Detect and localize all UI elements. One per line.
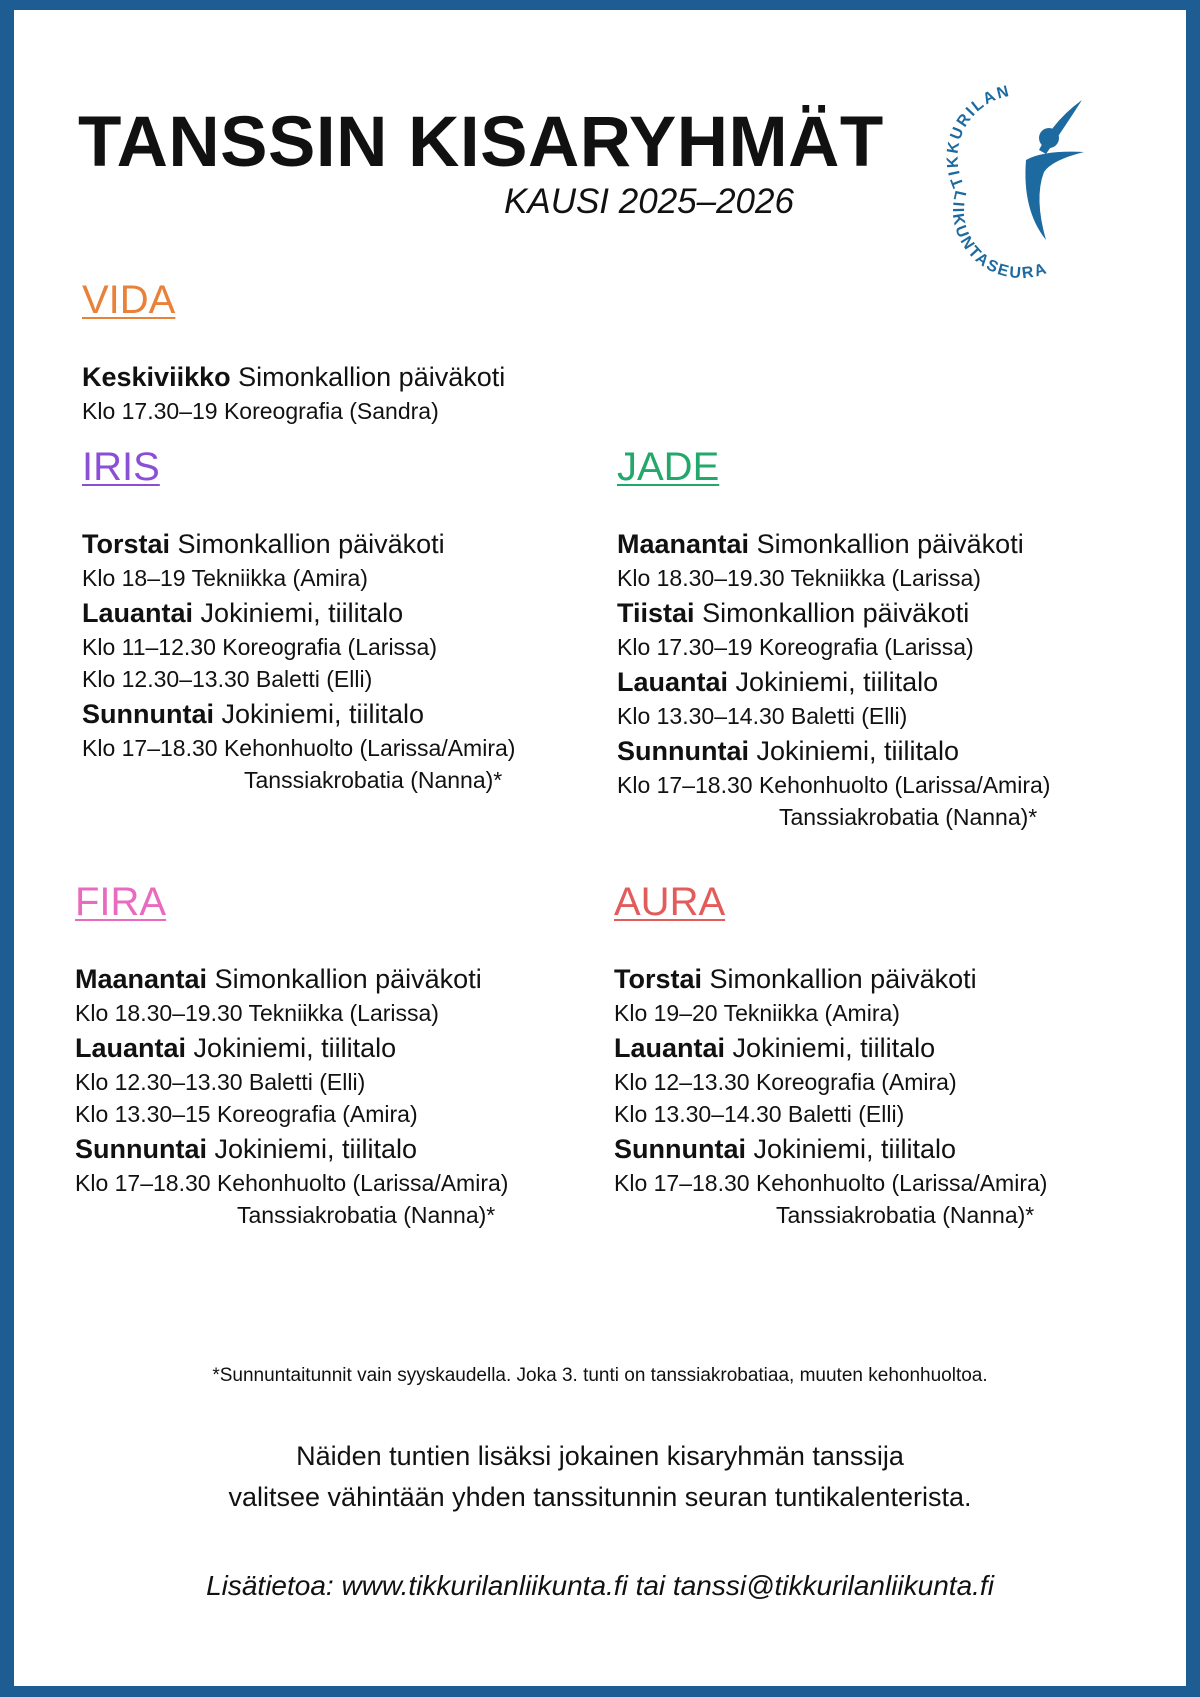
group-name-jade: JADE	[617, 445, 720, 489]
group-iris	[82, 447, 515, 792]
schedule-poster	[14, 10, 1186, 1686]
day-name: Torstai	[614, 964, 703, 994]
day-row	[617, 738, 1050, 765]
time-slot: Klo 11–12.30 Koreografia (Larissa)	[82, 634, 438, 660]
sunday-footnote: *Sunnuntaitunnit vain syyskaudella. Joka 3. tunti on tanssiakrobatiaa, muuten kehonhuoltoa.	[212, 1365, 988, 1386]
time-slot: Klo 17–18.30 Kehonhuolto (Larissa/Amira)	[82, 735, 516, 761]
day-name: Sunnuntai	[82, 699, 214, 729]
venue: Jokiniemi, tiilitalo	[735, 667, 939, 697]
day-name: Lauantai	[614, 1033, 726, 1063]
day-name: Maanantai	[75, 964, 208, 994]
group-jade	[617, 447, 1050, 829]
time-slot: Klo 17–18.30 Kehonhuolto (Larissa/Amira)	[617, 772, 1051, 798]
time-slot: Klo 17–18.30 Kehonhuolto (Larissa/Amira)	[614, 1170, 1048, 1196]
logo-text-top: TIKKURILAN	[944, 82, 1013, 190]
info-line-2: valitsee vähintään yhden tanssitunnin seuran tuntikalenterista.	[228, 1482, 972, 1512]
svg-text:TIKKURILAN	[944, 83, 1012, 190]
time-slot: Klo 17.30–19 Koreografia (Sandra)	[82, 398, 439, 424]
venue: Jokiniemi, tiilitalo	[221, 699, 425, 729]
day-name: Keskiviikko	[82, 362, 231, 392]
time-slot: Klo 18.30–19.30 Tekniikka (Larissa)	[617, 565, 981, 591]
day-row	[75, 1035, 508, 1062]
time-slot: Klo 12.30–13.30 Baletti (Elli)	[75, 1069, 366, 1095]
day-name: Sunnuntai	[75, 1134, 207, 1164]
venue: Simonkallion päiväkoti	[709, 964, 977, 994]
time-slot: Klo 12.30–13.30 Baletti (Elli)	[82, 666, 373, 692]
day-row	[614, 966, 1047, 993]
group-vida	[82, 280, 505, 423]
venue: Jokiniemi, tiilitalo	[753, 1134, 957, 1164]
time-slot-continuation: Tanssiakrobatia (Nanna)*	[237, 1202, 496, 1228]
time-slot: Klo 18.30–19.30 Tekniikka (Larissa)	[75, 1000, 439, 1026]
venue: Jokiniemi, tiilitalo	[756, 736, 960, 766]
group-name-fira: FIRA	[75, 880, 167, 924]
venue: Jokiniemi, tiilitalo	[193, 1033, 397, 1063]
day-name: Lauantai	[75, 1033, 187, 1063]
time-slot-continuation: Tanssiakrobatia (Nanna)*	[779, 804, 1038, 830]
time-slot: Klo 19–20 Tekniikka (Amira)	[614, 1000, 900, 1026]
time-slot: Klo 18–19 Tekniikka (Amira)	[82, 565, 368, 591]
group-aura	[614, 882, 1047, 1227]
day-row	[617, 531, 1050, 558]
time-slot: Klo 17.30–19 Koreografia (Larissa)	[617, 634, 974, 660]
page-title: TANSSIN KISARYHMÄT	[78, 103, 884, 182]
group-name-aura: AURA	[614, 880, 726, 924]
group-name-vida: VIDA	[82, 278, 176, 322]
day-row	[614, 1035, 1047, 1062]
venue: Jokiniemi, tiilitalo	[200, 598, 404, 628]
day-name: Lauantai	[617, 667, 729, 697]
day-name: Maanantai	[617, 529, 750, 559]
day-row	[617, 669, 1050, 696]
venue: Simonkallion päiväkoti	[177, 529, 445, 559]
logo-text-bottom: LIIKUNTASEURA	[948, 189, 1051, 280]
time-slot: Klo 13.30–14.30 Baletti (Elli)	[617, 703, 908, 729]
day-row	[82, 531, 515, 558]
club-logo	[934, 80, 1114, 280]
day-name: Sunnuntai	[617, 736, 749, 766]
day-name: Torstai	[82, 529, 171, 559]
day-row	[75, 966, 508, 993]
day-row	[82, 600, 515, 627]
time-slot: Klo 17–18.30 Kehonhuolto (Larissa/Amira)	[75, 1170, 509, 1196]
day-row	[82, 701, 515, 728]
group-name-iris: IRIS	[82, 445, 160, 489]
day-row	[82, 364, 505, 391]
time-slot: Klo 13.30–14.30 Baletti (Elli)	[614, 1101, 905, 1127]
season-subtitle: KAUSI 2025–2026	[504, 182, 794, 221]
venue: Jokiniemi, tiilitalo	[732, 1033, 936, 1063]
info-line-1: Näiden tuntien lisäksi jokainen kisaryhmän tanssija	[296, 1441, 904, 1471]
time-slot: Klo 13.30–15 Koreografia (Amira)	[75, 1101, 418, 1127]
day-name: Lauantai	[82, 598, 194, 628]
additional-info	[14, 1436, 1186, 1518]
day-row	[617, 600, 1050, 627]
venue: Simonkallion päiväkoti	[214, 964, 482, 994]
group-fira	[75, 882, 508, 1227]
day-name: Sunnuntai	[614, 1134, 746, 1164]
venue: Jokiniemi, tiilitalo	[214, 1134, 418, 1164]
day-row	[614, 1136, 1047, 1163]
day-row	[75, 1136, 508, 1163]
time-slot-continuation: Tanssiakrobatia (Nanna)*	[776, 1202, 1035, 1228]
venue: Simonkallion päiväkoti	[702, 598, 970, 628]
dancer-figure-icon	[1025, 100, 1084, 240]
venue: Simonkallion päiväkoti	[238, 362, 506, 392]
time-slot-continuation: Tanssiakrobatia (Nanna)*	[244, 767, 503, 793]
venue: Simonkallion päiväkoti	[756, 529, 1024, 559]
contact-info: Lisätietoa: www.tikkurilanliikunta.fi tai tanssi@tikkurilanliikunta.fi	[206, 1570, 994, 1601]
time-slot: Klo 12–13.30 Koreografia (Amira)	[614, 1069, 957, 1095]
day-name: Tiistai	[617, 598, 695, 628]
